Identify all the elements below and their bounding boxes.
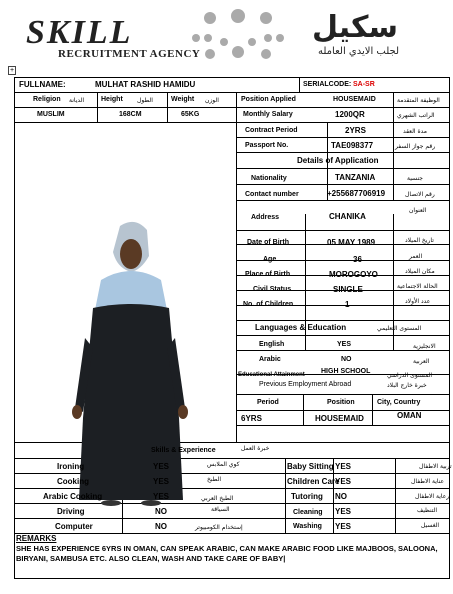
date-of-birth-value: 05 MAY 1989 (327, 238, 376, 247)
fullname-label: FULLNAME: (19, 80, 66, 89)
passport-no-ar: رقم جواز السفر (395, 143, 436, 150)
skill-cooking-value: YES (153, 477, 170, 486)
skill-ironing-value: YES (153, 462, 170, 471)
logo-people-icon (188, 8, 288, 66)
no-of-children-value: 1 (345, 300, 350, 309)
fullname-value: MULHAT RASHID HAMIDU (95, 80, 196, 89)
skill-children-care-ar: عناية الاطفال (411, 478, 445, 485)
monthly-salary-label: Monthly Salary (243, 111, 293, 118)
arabic-ar: العربية (413, 358, 430, 365)
languages-education-ar: المستوى التعليمي (377, 325, 422, 332)
place-of-birth-ar: مكان الميلاد (405, 268, 435, 275)
skill-baby-sitting-label: Baby Sitting (287, 462, 334, 471)
civil-status-ar: الحالة الاجتماعية (397, 283, 438, 290)
educational-attainment-ar: المستوى الدراسي (387, 372, 433, 379)
employment-country-value: OMAN (397, 411, 422, 420)
religion-value: MUSLIM (37, 111, 65, 118)
nationality-label: Nationality (251, 175, 287, 182)
contract-period-value: 2YRS (345, 126, 366, 135)
contact-number-value: +255687706919 (327, 189, 386, 198)
skill-ironing-ar: كوي الملابس (207, 461, 240, 468)
skill-ironing-label: Ironing (57, 462, 85, 471)
skill-driving-value: NO (155, 507, 167, 516)
logo-arabic-text: سكيل (312, 10, 398, 45)
remarks-label: REMARKS (16, 534, 57, 543)
passport-no-value: TAE098377 (331, 141, 374, 150)
previous-employment-ar: خبرة خارج البلاد (387, 382, 427, 389)
logo-subtitle: RECRUITMENT AGENCY (58, 48, 201, 60)
weight-value: 65KG (181, 111, 200, 118)
address-value: CHANIKA (329, 212, 366, 221)
height-label-ar: الطول (137, 97, 153, 104)
languages-education-heading: Languages & Education (255, 323, 347, 332)
date-of-birth-ar: تاريخ الميلاد (405, 237, 434, 244)
position-applied-label: Position Applied (241, 96, 296, 103)
arabic-value: NO (341, 356, 352, 363)
address-ar: العنوان (409, 207, 427, 214)
position-applied-value: HOUSEMAID (333, 96, 376, 103)
religion-label-ar: الديانة (69, 97, 85, 104)
skill-cooking-label: Cooking (57, 477, 89, 486)
skill-cleaning-value: YES (335, 507, 352, 516)
english-label: English (259, 341, 285, 348)
previous-employment-heading: Previous Employment Abroad (259, 381, 352, 388)
skill-arabic-cooking-value: YES (153, 492, 170, 501)
position-applied-ar: الوظيفة المتقدمة (397, 97, 440, 104)
skill-cooking-ar: الطبخ (207, 476, 222, 483)
skill-cleaning-ar: التنظيف (417, 507, 438, 514)
page-marker: + (10, 67, 15, 74)
employment-position-value: HOUSEMAID (315, 414, 364, 423)
weight-label: Weight (171, 96, 195, 103)
skill-washing-label: Washing (293, 523, 322, 530)
skill-driving-label: Driving (57, 507, 85, 516)
monthly-salary-value: 1200QR (335, 110, 365, 119)
religion-label: Religion (33, 96, 61, 103)
date-of-birth-label: Date of Birth (247, 239, 289, 246)
height-label: Height (101, 96, 123, 103)
monthly-salary-ar: الراتب الشهري (397, 112, 435, 119)
skill-baby-sitting-ar: تربية الاطفال (419, 463, 452, 470)
serial-code-label: SERIALCODE: (303, 81, 352, 88)
skill-baby-sitting-value: YES (335, 462, 352, 471)
skill-tutoring-label: Tutoring (291, 492, 323, 501)
weight-label-ar: الوزن (205, 97, 219, 104)
skills-experience-heading: Skills & Experience (151, 447, 216, 454)
logo-arabic-subtitle: لجلب الايدي العامله (318, 46, 400, 57)
skill-driving-ar: السياقة (211, 506, 230, 513)
remarks-text: SHE HAS EXPERIENCE 6YRS IN OMAN, CAN SPEAK ARABIC, CAN MAKE ARABIC FOOD LIKE MAJBOOS, SALOONA, BIRYANI, SAMBUSA ETC. ALSO CLEAN, WASH AND TAKE CARE OF BABY| (16, 544, 438, 563)
employment-period-value: 6YRS (241, 414, 262, 423)
employment-country-header: City, Country (377, 399, 421, 406)
employment-position-header: Position (327, 399, 355, 406)
age-label: Age (263, 256, 277, 263)
address-label: Address (251, 214, 280, 221)
english-ar: الانجليزية (413, 343, 436, 350)
details-of-application-heading: Details of Application (297, 156, 379, 165)
contract-period-ar: مدة العقد (403, 128, 427, 135)
educational-attainment-value: HIGH SCHOOL (321, 368, 371, 375)
logo-skill-text: SKILL (26, 14, 133, 51)
civil-status-value: SINGLE (333, 285, 363, 294)
age-ar: العمر (409, 253, 423, 260)
place-of-birth-label: Place of Birth (245, 271, 291, 278)
educational-attainment-label: Educational Attainment (238, 372, 305, 378)
civil-status-label: Civil Status (253, 286, 292, 293)
skill-washing-ar: الغسيل (421, 522, 440, 529)
contract-period-label: Contract Period (245, 127, 298, 134)
applicant-photo (65, 218, 195, 508)
serial-code-value: SA-SR (353, 81, 375, 88)
skill-cleaning-label: Cleaning (293, 509, 323, 516)
no-of-children-label: No. of Children (243, 301, 294, 308)
contact-number-ar: رقم الاتصال (405, 191, 435, 198)
contact-number-label: Contact number (245, 191, 299, 198)
skill-computer-ar: إستخدام الكومبيوتر (195, 524, 243, 531)
skill-computer-value: NO (155, 522, 167, 531)
skill-children-care-label: Children Care (287, 477, 340, 486)
height-value: 168CM (119, 111, 142, 118)
english-value: YES (337, 341, 352, 348)
place-of-birth-value: MOROGOYO (329, 270, 378, 279)
skill-children-care-value: YES (335, 477, 352, 486)
employment-period-header: Period (257, 399, 279, 406)
skill-computer-label: Computer (55, 522, 93, 531)
skills-experience-ar: خبرة العمل (241, 445, 270, 452)
cv-form-frame (14, 77, 450, 579)
age-value: 36 (353, 255, 362, 264)
nationality-ar: جنسية (407, 175, 423, 182)
passport-no-label: Passport No. (245, 142, 289, 149)
arabic-label: Arabic (259, 356, 281, 363)
nationality-value: TANZANIA (335, 173, 376, 182)
skill-arabic-cooking-ar: الطبخ العربي (201, 495, 234, 502)
skill-washing-value: YES (335, 522, 352, 531)
no-of-children-ar: عدد الأولاد (405, 298, 431, 305)
skill-tutoring-value: NO (335, 492, 347, 501)
skill-tutoring-ar: رعاية الاطفال (415, 493, 450, 500)
skill-arabic-cooking-label: Arabic Cooking (43, 492, 103, 501)
